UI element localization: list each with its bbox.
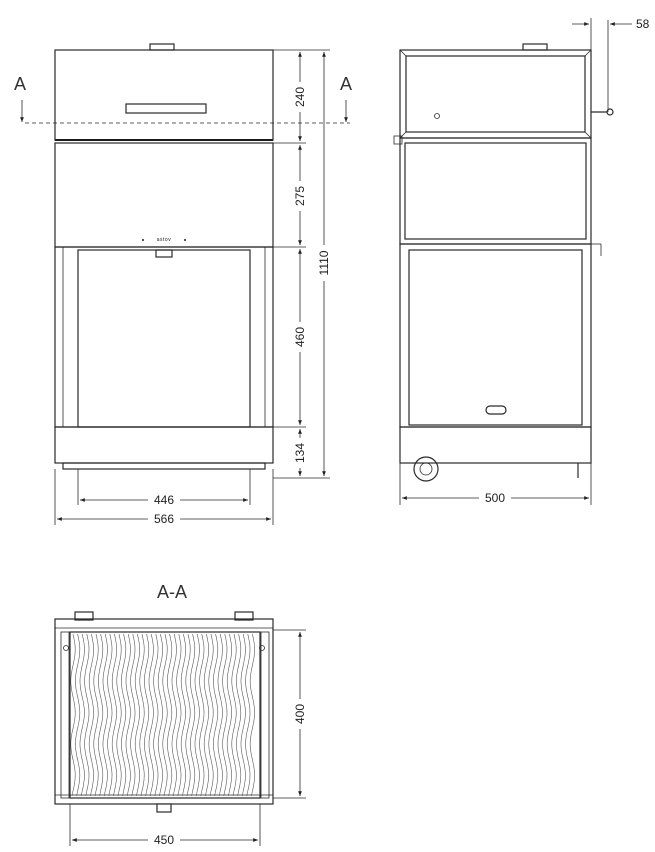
fin-line: [131, 634, 135, 796]
front-width-dimensions: [55, 469, 273, 526]
middle-section: [55, 143, 273, 247]
fin-line: [135, 634, 139, 796]
front-view: [55, 44, 273, 469]
fin-line: [75, 634, 79, 796]
fin-line: [167, 634, 171, 796]
dim-handle-offset: 58: [636, 17, 650, 31]
fin-line: [126, 634, 130, 796]
door-handle: [156, 250, 172, 257]
side-upper-box: [400, 50, 591, 138]
side-lower-cabinet: [400, 244, 591, 427]
fin-line: [158, 634, 162, 796]
fin-line: [250, 634, 254, 796]
side-middle-box: [400, 138, 591, 244]
fin-line: [85, 634, 89, 796]
fin-line: [112, 634, 116, 796]
dim-base-height: 134: [293, 442, 307, 464]
dim-middle-height: 275: [293, 185, 307, 207]
fin-line: [190, 634, 194, 796]
dim-depth: 500: [484, 491, 506, 505]
rivet: [435, 114, 440, 119]
fin-line: [89, 634, 93, 796]
fin-line: [80, 634, 84, 796]
base: [55, 427, 273, 463]
fin-line: [149, 634, 153, 796]
side-view: [394, 20, 613, 481]
fin-line: [98, 634, 102, 796]
fin-line: [209, 634, 213, 796]
section-outer: [55, 619, 273, 804]
upper-cabinet: [55, 50, 273, 140]
dim-total-width: 566: [153, 512, 175, 526]
fin-line: [200, 634, 204, 796]
fin-line: [236, 634, 240, 796]
brand-logo: astov: [156, 237, 172, 243]
fin-line: [241, 634, 245, 796]
section-title: A-A: [156, 582, 188, 602]
fin-line: [103, 634, 107, 796]
fin-line: [121, 634, 125, 796]
fin-line: [232, 634, 236, 796]
side-dimensions: [400, 17, 650, 505]
side-handle: [486, 406, 506, 414]
top-handle: [150, 44, 174, 50]
fin-line: [204, 634, 208, 796]
fin-line: [140, 634, 144, 796]
upper-vent-slot: [126, 104, 206, 113]
fin-line: [154, 634, 158, 796]
firebox-door: [78, 250, 250, 427]
fin-line: [227, 634, 231, 796]
wheel: [414, 457, 438, 481]
dim-section-width: 450: [153, 833, 175, 847]
fin-line: [144, 634, 148, 796]
section-view: [55, 612, 273, 812]
firebox-frame: [55, 247, 273, 427]
dim-section-depth: 400: [293, 703, 307, 725]
dim-total-height: 1110: [317, 250, 331, 276]
fin-line: [117, 634, 121, 796]
fin-line: [71, 634, 75, 796]
section-marker-right: A: [339, 74, 353, 94]
dim-inner-width: 446: [153, 493, 175, 507]
fin-line: [94, 634, 98, 796]
section-marker-left: A: [13, 74, 27, 94]
heat-exchanger-fins: [71, 634, 255, 796]
fin-line: [213, 634, 217, 796]
front-height-dimensions: [273, 50, 331, 478]
dim-firebox-height: 460: [293, 326, 307, 348]
fin-line: [223, 634, 227, 796]
fin-line: [186, 634, 190, 796]
fin-line: [195, 634, 199, 796]
fin-line: [181, 634, 185, 796]
fin-line: [172, 634, 176, 796]
dim-upper-height: 240: [293, 86, 307, 108]
plinth: [63, 463, 265, 469]
fin-line: [177, 634, 181, 796]
fin-line: [218, 634, 222, 796]
fin-line: [108, 634, 112, 796]
fin-line: [163, 634, 167, 796]
fin-line: [246, 634, 250, 796]
